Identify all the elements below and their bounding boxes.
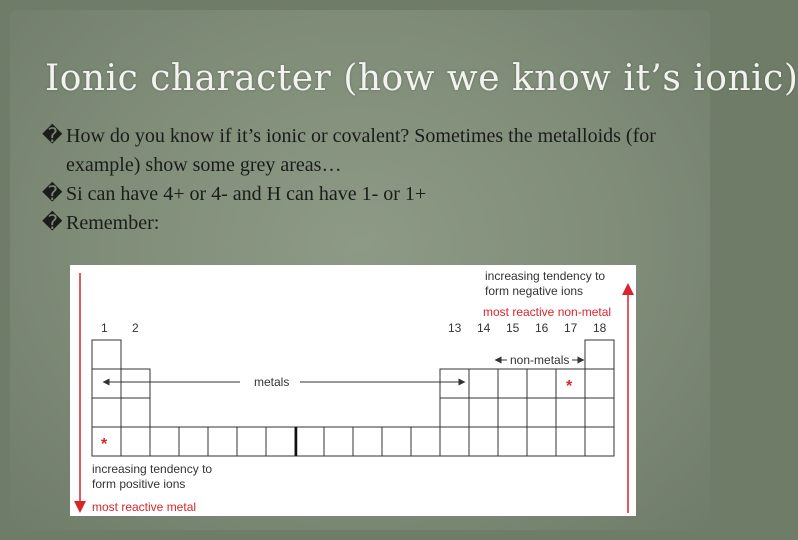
bullet-text: How do you know if it’s ionic or covalent? Sometimes the metalloids (for example) show some grey areas…	[66, 125, 656, 176]
bullet-item	[42, 209, 692, 238]
bullet-item	[42, 122, 692, 180]
bullet-glyph-icon: �	[42, 125, 63, 147]
group-number: 1	[101, 321, 108, 335]
periodic-table-figure	[70, 265, 636, 516]
group-number: 17	[564, 321, 578, 335]
slide-title: Ionic character (how we know it’s ionic)	[45, 58, 798, 99]
periodic-table-diagram	[70, 265, 636, 516]
negative-ions-label-line1: increasing tendency to	[485, 269, 606, 283]
group-number: 13	[448, 321, 462, 335]
bullet-item	[42, 180, 692, 209]
group-number: 18	[593, 321, 607, 335]
group-number: 14	[477, 321, 491, 335]
bullet-glyph-icon: �	[42, 212, 63, 234]
most-reactive-nonmetal-label: most reactive non-metal	[483, 305, 612, 319]
group-number: 2	[132, 321, 139, 335]
metals-label: metals	[254, 375, 290, 389]
positive-ions-label-line1: increasing tendency to	[92, 462, 213, 476]
nonmetals-label: non-metals	[510, 353, 570, 367]
positive-ions-label-line2: form positive ions	[92, 477, 186, 491]
bullet-text: Si can have 4+ or 4- and H can have 1- or 1+	[66, 183, 427, 205]
negative-ions-label-line2: form negative ions	[485, 284, 584, 298]
bullet-glyph-icon: �	[42, 183, 63, 205]
star-metal-icon: *	[101, 436, 108, 453]
group-number: 16	[535, 321, 549, 335]
star-nonmetal-icon: *	[566, 378, 573, 395]
bullet-text: Remember:	[66, 212, 160, 234]
group-number: 15	[506, 321, 520, 335]
most-reactive-metal-label: most reactive metal	[92, 500, 197, 514]
bullet-list	[42, 122, 692, 238]
